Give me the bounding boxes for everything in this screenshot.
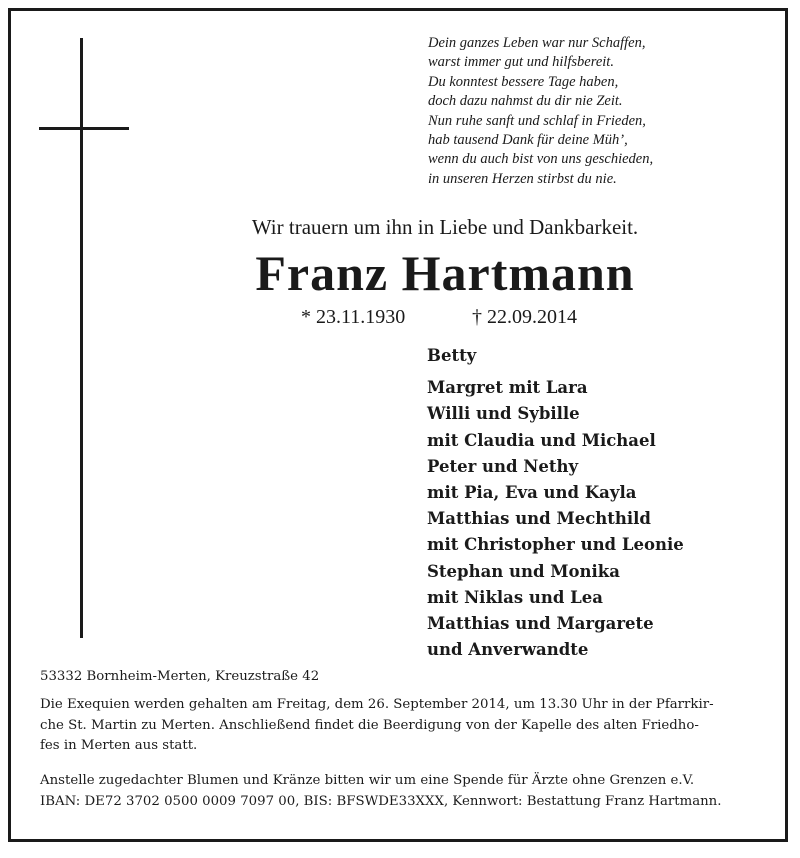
exequies-line: Die Exequien werden gehalten am Freitag, dem 26. September 2014, um 13.30 Uhr in der Pfarrkir- — [40, 697, 714, 712]
mourner-entry: mit Niklas und Lea — [427, 587, 603, 607]
exequies-line: fes in Merten aus statt. — [40, 738, 198, 753]
mourner-entry: Matthias und Mechthild — [427, 509, 651, 529]
donation-line: Anstelle zugedachter Blumen und Kränze bitten wir um eine Spende für Ärzte ohne Grenzen e.V. — [40, 773, 695, 788]
cross-symbol-horizontal-beam — [39, 127, 129, 130]
poem-line: Du konntest bessere Tage haben, — [428, 73, 619, 90]
donation-notice — [40, 771, 770, 812]
mourner-entry: Stephan und Monika — [427, 561, 620, 581]
mourner-entry: mit Christopher und Leonie — [427, 535, 684, 555]
birth-date: * 23.11.1930 — [301, 306, 406, 328]
poem-line: wenn du auch bist von uns geschieden, — [428, 151, 654, 168]
mourner-entry: und Anverwandte — [427, 640, 589, 660]
mourner-entry: Peter und Nethy — [427, 456, 579, 476]
mourner-entry: mit Pia, Eva und Kayla — [427, 483, 637, 503]
memorial-poem — [428, 34, 728, 189]
mourner-entry: Margret mit Lara — [427, 378, 588, 398]
poem-line: doch dazu nahmst du dir nie Zeit. — [428, 93, 623, 110]
poem-line: Dein ganzes Leben war nur Schaffen, — [428, 35, 646, 51]
family-address: 53332 Bornheim-Merten, Kreuzstraße 42 — [40, 669, 320, 684]
poem-line: in unseren Herzen stirbst du nie. — [428, 170, 617, 187]
poem-line: Nun ruhe sanft und schlaf in Frieden, — [428, 112, 646, 129]
mourning-tagline: Wir trauern um ihn in Liebe und Dankbarkeit. — [251, 215, 639, 239]
mourner-entry: Willi und Sybille — [427, 404, 580, 424]
poem-line: warst immer gut und hilfsbereit. — [428, 54, 614, 71]
poem-line: hab tausend Dank für deine Müh’, — [428, 132, 628, 149]
deceased-name: Franz Hartmann — [255, 245, 635, 301]
donation-line: IBAN: DE72 3702 0500 0009 7097 00, BIS: BFSWDE33XXX, Kennwort: Bestattung Franz Hartmann. — [40, 793, 722, 809]
mourner-entry: Matthias und Margarete — [427, 614, 654, 634]
exequies-line: che St. Martin zu Merten. Anschließend findet die Beerdigung von der Kapelle des alten Friedho- — [40, 717, 699, 733]
exequies-notice — [40, 695, 770, 757]
death-date: † 22.09.2014 — [472, 306, 577, 328]
mourner-entry: mit Claudia und Michael — [427, 430, 656, 450]
mourners-list — [427, 343, 684, 663]
mourner-entry: Betty — [427, 346, 477, 365]
